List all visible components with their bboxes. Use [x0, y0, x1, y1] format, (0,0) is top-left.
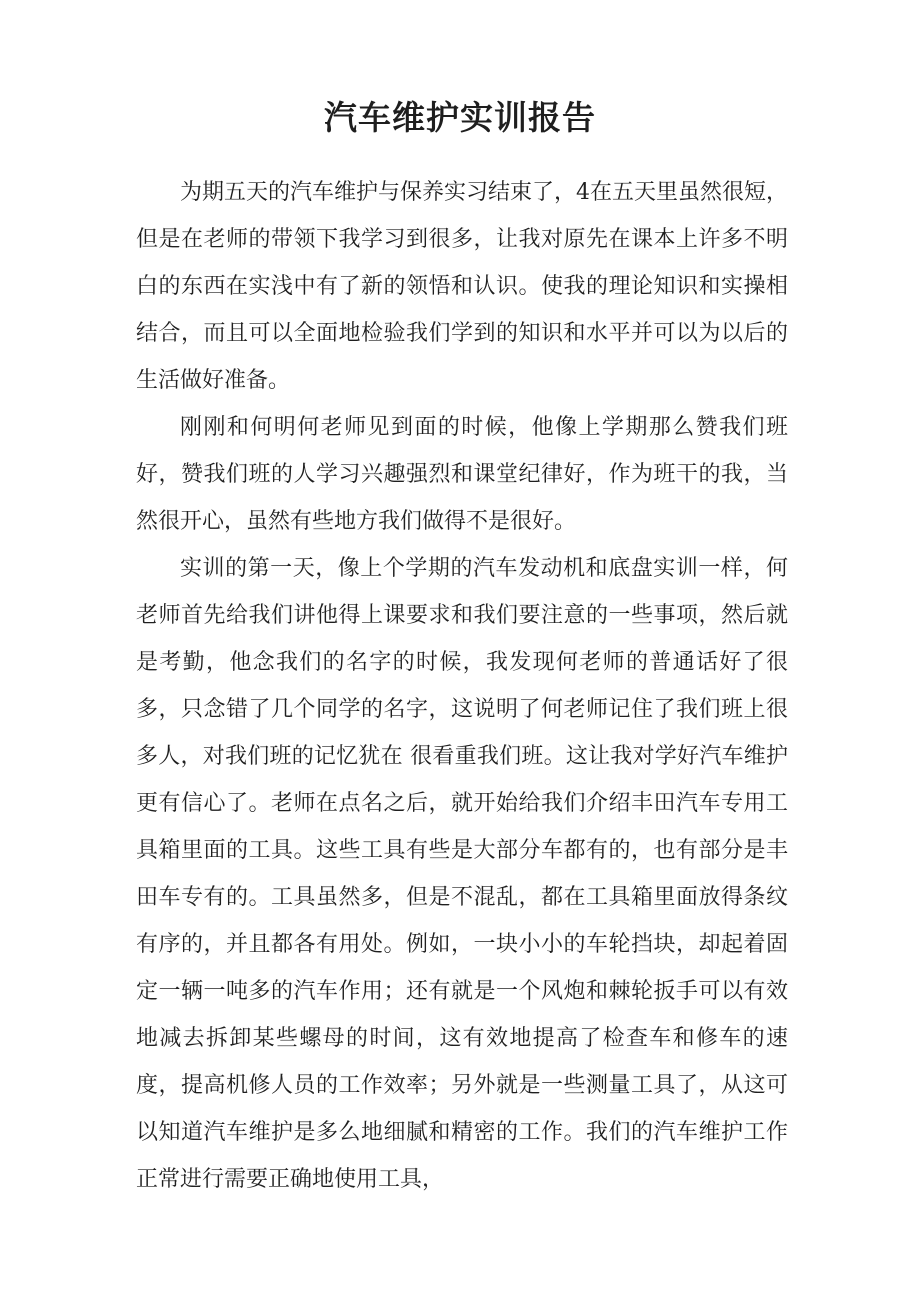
document-title: 汽车维护实训报告 [324, 98, 596, 137]
paragraph-2: 刚刚和何明何老师见到面的时候，他像上学期那么赞我们班好，赞我们班的人学习兴趣强烈和课堂纪律好，作为班干的我，当然很开心，虽然有些地方我们做得不是很好。 [136, 415, 788, 534]
paragraph-1: 为期五天的汽车维护与保养实习结束了，4在五天里虽然很短，但是在老师的带领下我学习到很多，让我对原先在课本上许多不明白的东西在实浅中有了新的领悟和认识。使我的理论知识和实操相结合，而且可以全面地检验我们学到的知识和水平并可以为以后的生活做好准备。 [136, 180, 788, 393]
document-body [136, 169, 788, 1203]
paragraph-3: 实训的第一天，像上个学期的汽车发动机和底盘实训一样，何老师首先给我们讲他得上课要求和我们要注意的一些事项，然后就是考勤，他念我们的名字的时候，我发现何老师的普通话好了很多，只念错了几个同学的名字，这说明了何老师记住了我们班上很多人，对我们班的记忆犹在 很看重我们班。这让我对学好汽车维护更有信心了。老师在点名之后，就开始给我们介绍丰田汽车专用工具箱里面的工具。这些工具有些是大部分车都有的，也有部分是丰田车专有的。工具虽然多，但是不混乱，都在工具箱里面放得条纹有序的，并且都各有用处。例如，一块小小的车轮挡块，却起着固定一辆一吨多的汽车作用；还有就是一个风炮和棘轮扳手可以有效地减去拆卸某些螺母的时间，这有效地提高了检查车和修车的速度，提高机修人员的工作效率；另外就是一些测量工具了，从这可以知道汽车维护是多么地细腻和精密的工作。我们的汽车维护工作正常进行需要正确地使用工具， [136, 556, 788, 1192]
